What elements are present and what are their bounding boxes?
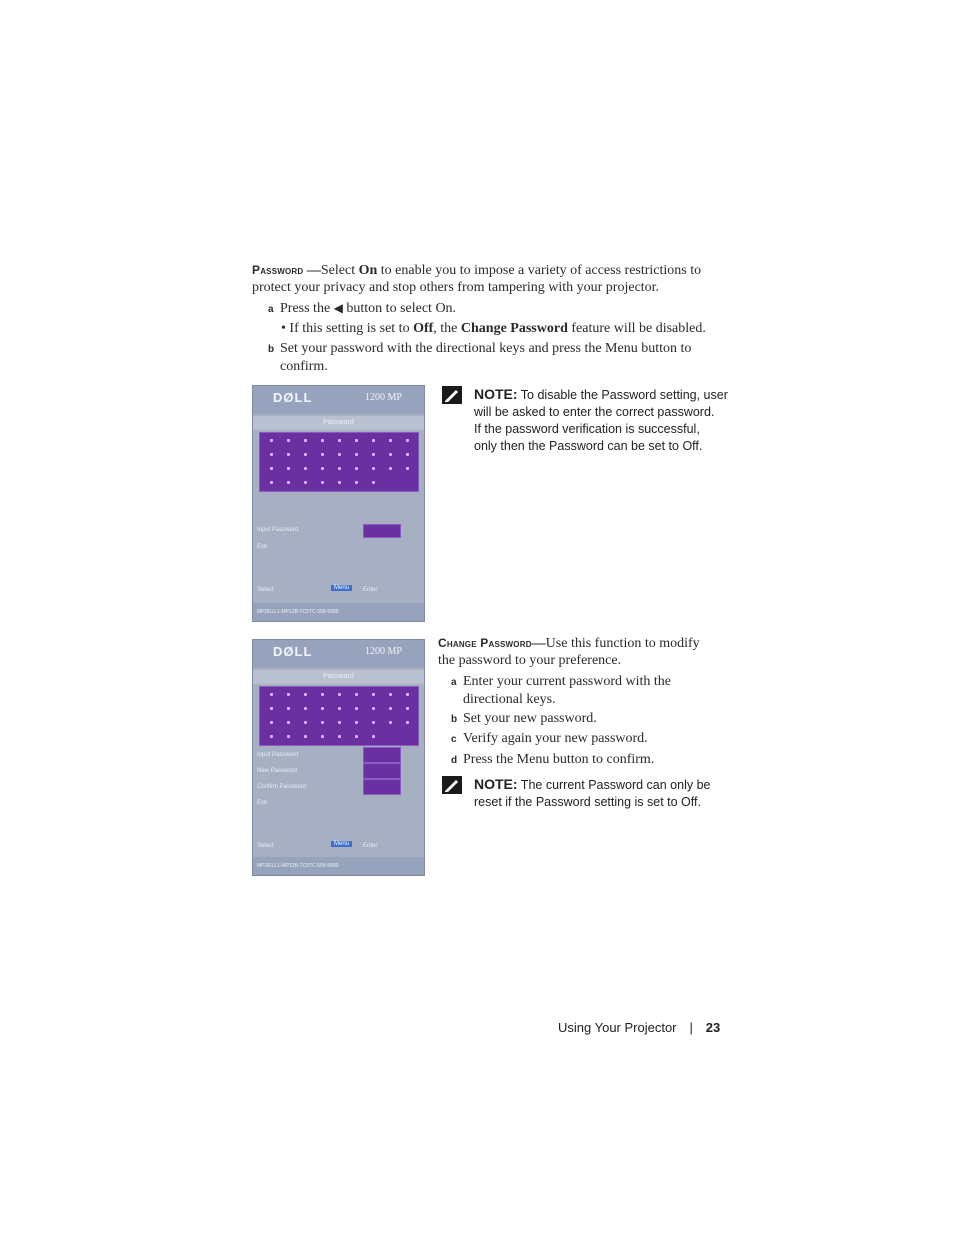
change-step-d [451,751,731,769]
note-pencil-icon [442,776,462,794]
osd-footer [253,603,424,621]
osd-footer-text: MPDELL1-MP12B-TC5TC-558-9999 [257,863,339,869]
osd-input-password-label: Input Password [257,752,299,758]
note-1-line-4: only then the Password can be set to Off. [474,439,703,453]
footer-separator: | [689,1020,693,1035]
osd-new-password-box [363,763,401,779]
step-a-letter: a [268,304,274,315]
change-step-b [451,710,731,728]
intro-rest-1: to enable you to impose a variety of access restrictions to [377,263,702,278]
change-step-d-letter: d [451,755,458,766]
note-1-line-2: will be asked to enter the correct password. [474,405,715,419]
password-osd-screenshot [252,385,425,622]
page-footer [558,1020,720,1035]
bullet-item [281,320,731,337]
change-intro-1: Use this function to modify [545,636,700,651]
change-step-a-letter: a [451,677,457,688]
osd-enter-hint: Enter [363,843,378,849]
bullet-mark: • [281,321,286,336]
bullet-text-1: If this setting is set to [289,321,414,336]
osd-new-password-label: New Password [257,768,298,774]
note-1-line-1: To disable the Password setting, user [517,388,728,402]
character-grid [259,686,419,746]
change-password-dash: — [531,636,546,651]
change-password-osd-screenshot [252,639,425,876]
osd-input-password-box [363,747,401,763]
note-1-head: NOTE: [474,386,518,402]
change-step-b-line-1: Set your new password. [463,711,597,726]
osd-menu-button: Menu [331,585,352,591]
left-arrow-icon: ◀ [333,301,343,315]
osd-exit-label: Exit [257,544,268,550]
intro-on-text: On [358,263,378,278]
osd-select-hint: Select [257,843,274,849]
osd-confirm-password-label: Confirm Password [257,784,307,790]
note-pencil-icon [442,386,462,404]
step-a-text-1: Press the [280,301,334,316]
bullet-change-password: Change Password [460,321,568,336]
page-number: 23 [705,1020,721,1035]
note-2-head: NOTE: [474,776,518,792]
note-2-line-1: The current Password can only be [517,778,711,792]
change-step-c-letter: c [451,734,457,745]
intro-select-text: Select [320,263,359,278]
change-step-d-line-1: Press the Menu button to confirm. [463,752,655,767]
intro-rest-2: protect your privacy and stop others from tampering with your projector. [252,280,660,295]
change-intro-2: the password to your preference. [438,653,622,668]
osd-footer-text: MPDELL1-MP12B-TC5TC-558-9999 [257,609,339,615]
step-a [268,300,728,318]
dell-logo: DØLL [273,644,313,659]
osd-title: Password [253,416,424,430]
change-step-b-letter: b [451,714,458,725]
note-2 [474,776,734,811]
change-password-heading: Change Password [438,636,532,650]
change-step-c [451,730,731,748]
bullet-off: Off [413,321,434,336]
note-2-line-2: reset if the Password setting is set to Off. [474,795,701,809]
change-step-a-line-1: Enter your current password with the [463,674,671,689]
osd-model: 1200 MP [365,646,402,657]
note-1-line-3: If the password verification is successful, [474,422,700,436]
step-b [268,340,728,375]
step-b-text-2: confirm. [280,359,328,374]
osd-input-password-label: Input Password [257,527,299,533]
bullet-text-2: , the [433,321,461,336]
osd-menu-button: Menu [331,841,352,847]
osd-header [253,386,424,414]
osd-input-password-box [363,524,401,538]
step-b-text-1: Set your password with the directional keys and press the Menu button to [280,341,692,356]
change-step-a-line-2: directional keys. [463,692,556,707]
step-b-letter: b [268,344,275,355]
change-password-paragraph [438,635,728,669]
character-grid [259,432,419,492]
osd-select-hint: Select [257,587,274,593]
osd-enter-hint: Enter [363,587,378,593]
password-paragraph [252,262,722,296]
bullet-text-3: feature will be disabled. [567,321,706,336]
change-step-c-line-1: Verify again your new password. [463,731,648,746]
change-step-a [451,673,731,708]
osd-model: 1200 MP [365,392,402,403]
footer-section-title: Using Your Projector [558,1020,677,1035]
dell-logo: DØLL [273,390,313,405]
step-a-text-2: button to select On. [342,301,457,316]
note-1 [474,386,734,455]
osd-exit-label: Exit [257,800,268,806]
osd-confirm-password-box [363,779,401,795]
osd-footer [253,857,424,875]
password-dash: — [303,263,321,278]
osd-header [253,640,424,668]
password-heading: Password [252,263,304,277]
osd-title: Password [253,670,424,684]
